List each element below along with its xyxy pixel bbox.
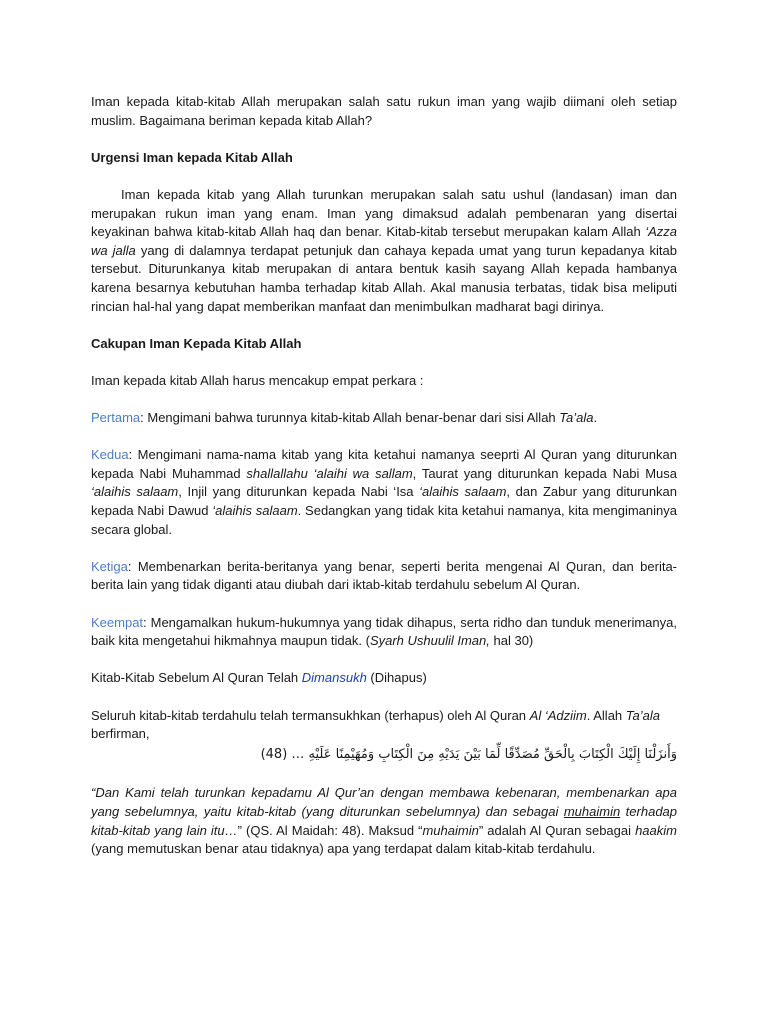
text-run: Iman kepada kitab yang Allah turunkan merupakan salah satu ushul (landasan) iman dan merupakan rukun iman yang enam. Iman yang dimaksud adalah pembenaran yang disertai keyakinan bahwa kitab-kitab Allah haq dan benar. Kitab-kitab tersebut merupakan kalam Allah <box>91 186 677 240</box>
dimansukh-link[interactable]: Dimansukh <box>301 670 367 686</box>
section-heading-urgensi: Urgensi Iman kepada Kitab Allah <box>91 149 293 165</box>
italic-run: Syarh Ushuulil Iman, <box>369 633 490 649</box>
italic-run: muhaimin <box>422 822 479 838</box>
italic-run: ‘alaihis salaam <box>91 484 179 500</box>
text-run: ” adalah Al Quran sebagai <box>478 822 636 838</box>
italic-run: haakim <box>635 822 677 838</box>
item-label-keempat: Keempat <box>91 614 144 630</box>
text-run: , dan Zabur yang diturunkan kepada Nabi Dawud <box>91 484 678 519</box>
italic-run: ‘alaihis salaam <box>212 503 298 519</box>
section-heading-mansukh <box>91 669 677 688</box>
item-ketiga <box>91 558 677 595</box>
italic-run: “Dan Kami telah turunkan kepadamu Al Qur’an dengan membawa kebenaran, membenarkan apa yang sebelumnya, yaitu kitab-kitab (yang diturunkan sebelumnya) dan sebagai <box>91 785 677 819</box>
text-run: , Taurat yang diturunkan kepada Nabi Musa <box>412 465 677 481</box>
text-run: hal 30) <box>489 633 534 649</box>
text-run: (yang memutuskan benar atau tidaknya) apa yang terdapat dalam kitab-kitab terdahulu. <box>91 841 596 857</box>
intro-paragraph: Iman kepada kitab-kitab Allah merupakan salah satu rukun iman yang wajib diimani oleh setiap muslim. Bagaimana beriman kepada kitab Allah? <box>91 94 677 128</box>
italic-run: Al ‘Adziim <box>529 707 587 723</box>
quote-paragraph <box>91 784 677 858</box>
text-run: : Mengimani bahwa turunnya kitab-kitab Allah benar-benar dari sisi Allah <box>140 410 560 426</box>
paragraph-lead: Iman kepada kitab Allah harus mencakup empat perkara : <box>91 372 424 388</box>
italic-underlined-run: muhaimin <box>563 803 621 819</box>
text-run: : Mengimani nama-nama kitab yang kita ketahui namanya seeprti Al Quran yang diturunkan kepada Nabi Muhammad <box>91 447 677 481</box>
text-run: yang di dalamnya terdapat petunjuk dan cahaya kepada umat yang turun kepadanya kitab tersebut. Diturunkanya kitab merupakan di antara bentuk kasih sayang Allah kepada hambanya karena besarnya kebutuhan hamba terhadap kitab Allah. Akal manusia terbatas, tidak bisa meliputi rincian hal-hal yang dapat memberikan manfaat dan menimbulkan madharat bagi dirinya. <box>91 242 677 314</box>
text-run: . Allah <box>586 707 626 723</box>
document-body <box>91 93 677 877</box>
text-run: : Membenarkan berita-beritanya yang benar, seperti berita mengenai Al Quran, dan berita-berita lain yang tidak diganti atau diubah dari iktab-kitab terdahulu sebelum Al Quran. <box>91 558 677 593</box>
item-label-ketiga: Ketiga <box>91 558 128 574</box>
italic-run: Ta’ala <box>625 707 660 723</box>
text-run: ” (QS. Al Maidah: 48). Maksud “ <box>237 822 423 838</box>
item-label-pertama: Pertama <box>91 410 141 426</box>
italic-run: Ta’ala <box>559 410 594 426</box>
item-keempat <box>91 614 677 651</box>
italic-run: shallallahu ‘alaihi wa sallam <box>246 465 413 481</box>
item-label-kedua: Kedua <box>91 447 129 463</box>
text-run: : Mengamalkan hukum-hukumnya yang tidak dihapus, serta ridho dan tunduk menerimanya, baik kita mengetahui hikmahnya maupun tidak. ( <box>91 614 677 649</box>
arabic-verse: وَأَنزَلْنَا إِلَيْكَ الْكِتَابَ بِالْحَقِّ مُصَدِّقًا لِّمَا بَيْنَ يَدَيْهِ مِنَ الْكِتَابِ وَمُهَيْمِنًا عَلَيْهِ … (48) <box>260 746 677 762</box>
text-run: Seluruh kitab-kitab terdahulu telah termansukhkan (terhapus) oleh Al Quran <box>91 707 530 723</box>
text-run: (Dihapus) <box>366 670 427 686</box>
section-heading-cakupan: Cakupan Iman Kepada Kitab Allah <box>91 335 302 351</box>
text-run: . Sedangkan yang tidak kita ketahui namanya, kita mengimaninya secara global. <box>91 503 677 537</box>
paragraph-urgensi <box>91 186 677 316</box>
text-run: Kitab-Kitab Sebelum Al Quran Telah <box>91 670 302 686</box>
text-run: berfirman, <box>91 726 150 742</box>
text-run: . <box>593 410 598 426</box>
item-kedua <box>91 446 677 539</box>
paragraph-mansukh <box>91 707 677 744</box>
italic-run: terhadap kitab-kitab yang lain itu… <box>91 803 678 838</box>
item-pertama <box>91 409 677 428</box>
italic-run: ‘alaihis salaam <box>419 484 507 500</box>
italic-run: ‘Azza wa jalla <box>91 224 677 258</box>
text-run: , Injil yang diturunkan kepada Nabi ‘Isa <box>178 484 420 500</box>
